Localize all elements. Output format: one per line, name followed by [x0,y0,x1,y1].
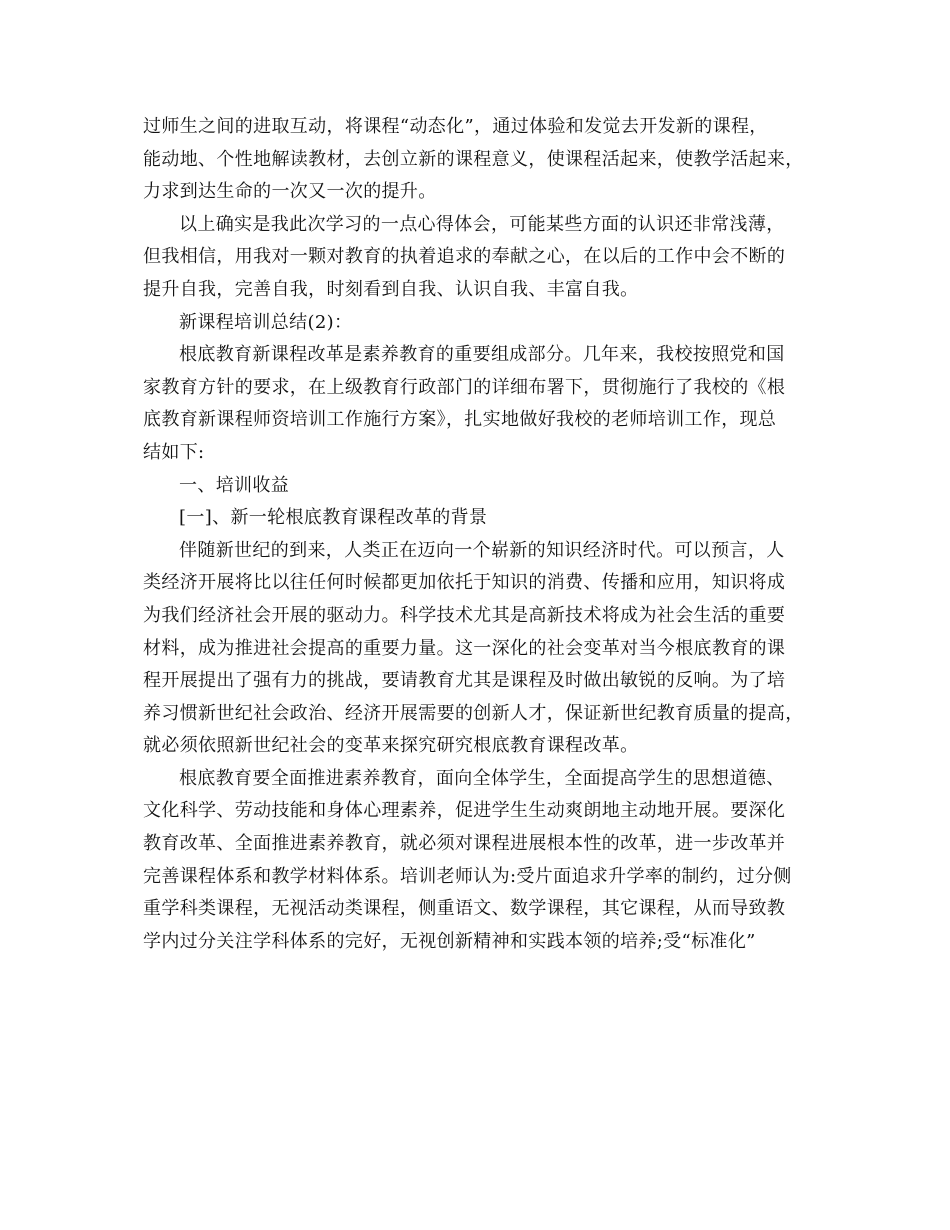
text-line: 伴随新世纪的到来，人类正在迈向一个崭新的知识经济时代。可以预言，人 [179,539,785,561]
text-line: 提升自我，完善自我，时刻看到自我、认识自我、丰富自我。 [143,278,639,300]
text-line: 新课程培训总结(2)： [179,311,353,333]
text-line: 但我相信，用我对一颗对教育的执着追求的奉献之心，在以后的工作中会不断的 [143,246,786,268]
text-line: 根底教育要全面推进素养教育，面向全体学生，全面提高学生的思想道德、 [179,767,785,789]
text-line: 力求到达生命的一次又一次的提升。 [143,181,437,203]
text-line: 完善课程体系和教学材料体系。培训老师认为:受片面追求升学率的制约，过分侧 [143,865,792,887]
text-line: 养习惯新世纪社会政治、经济开展需要的创新人才，保证新世纪教育质量的提高， [143,702,804,724]
text-line: 家教育方针的要求，在上级教育行政部门的详细布署下，贯彻施行了我校的《根 [143,376,786,398]
text-line: 为我们经济社会开展的驱动力。科学技术尤其是高新技术将成为社会生活的重要 [143,604,786,626]
text-line: 教育改革、全面推进素养教育，就必须对课程进展根本性的改革，进一步改革并 [143,833,786,855]
text-line: 一、培训收益 [179,474,290,496]
text-line: 就必须依照新世纪社会的变革来探究研究根底教育课程改革。 [143,735,639,757]
text-line: 材料，成为推进社会提高的重要力量。这一深化的社会变革对当今根底教育的课 [143,637,786,659]
text-line: [一]、新一轮根底教育课程改革的背景 [179,507,488,529]
text-line: 类经济开展将比以往任何时候都更加依托于知识的消费、传播和应用，知识将成 [143,572,786,594]
text-line: 重学科类课程，无视活动类课程，侧重语文、数学课程，其它课程，从而导致教 [143,898,786,920]
text-line: 能动地、个性地解读教材，去创立新的课程意义，使课程活起来，使教学活起来， [143,148,804,170]
text-line: 底教育新课程师资培训工作施行方案》，扎实地做好我校的老师培训工作，现总 [143,409,777,431]
text-line: 学内过分关注学科体系的完好，无视创新精神和实践本领的培养;受“标准化” [143,930,756,952]
text-line: 文化科学、劳动技能和身体心理素养，促进学生生动爽朗地主动地开展。要深化 [143,800,786,822]
text-line: 以上确实是我此次学习的一点心得体会，可能某些方面的认识还非常浅薄， [179,213,785,235]
text-line: 根底教育新课程改革是素养教育的重要组成部分。几年来，我校按照党和国 [179,344,785,366]
text-line: 结如下: [143,441,205,463]
text-line: 程开展提出了强有力的挑战，要请教育尤其是课程及时做出敏锐的反响。为了培 [143,670,786,692]
document-body [143,111,807,958]
text-line: 过师生之间的进取互动，将课程“动态化”，通过体验和发觉去开发新的课程， [143,116,768,137]
